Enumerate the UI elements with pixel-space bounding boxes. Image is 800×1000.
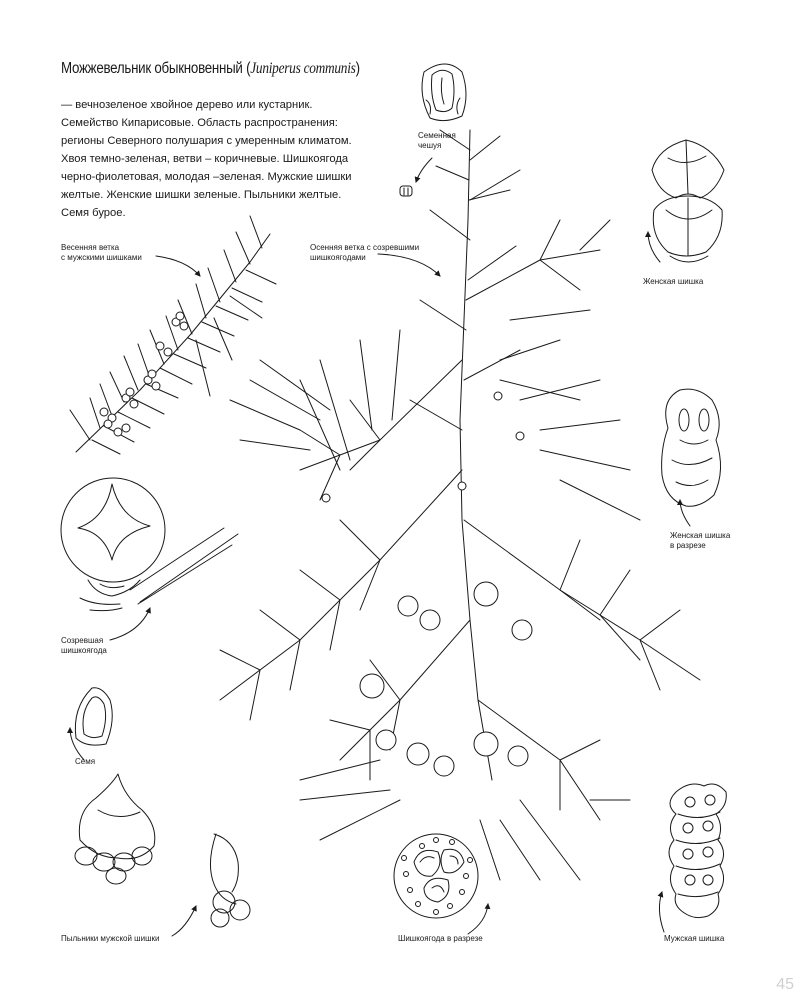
label-line: Созревшая [61,636,104,645]
male-cone-drawing [669,784,726,918]
label-line: Весенняя ветка [61,243,120,252]
female-cone-drawing [652,140,724,262]
label-spring-branch [61,243,142,263]
ripe-berry-drawing [61,478,238,611]
label-ripe-berry [61,636,107,656]
label-seed-scale [418,131,456,151]
common-name: Можжевельник обыкновенный [61,60,243,77]
anthers-drawing [75,774,250,927]
label-line: чешуя [418,141,442,150]
label-line: шишкоягодами [310,253,366,262]
label-seed: Семя [75,757,96,766]
autumn-branch-drawing [220,130,700,880]
description-line: Семейство Кипарисовые. Область распространения: [61,117,338,129]
description-line: — вечнозеленое хвойное дерево или кустарник. [61,99,313,111]
label-male-cone: Мужская шишка [664,934,725,943]
label-female-cone-section [670,531,730,551]
description-line: Хвоя темно-зеленая, ветви – коричневые. Шишкоягода [61,153,349,165]
berry-section-drawing [394,834,478,918]
label-line: Женская шишка [670,531,731,540]
female-cone-section-drawing [662,389,721,506]
page-number: 45 [776,976,794,993]
label-line: Осенняя ветка с созревшими [310,243,420,252]
seed-drawing [75,688,112,745]
label-line: в разрезе [670,541,706,550]
label-anthers: Пыльники мужской шишки [61,934,160,943]
description [61,96,371,222]
description-line: желтые. Женские шишки зеленые. Пыльники желтые. [61,189,342,201]
description-line: Семя бурое. [61,207,126,219]
description-line: регионы Северного полушария с умеренным климатом. [61,135,352,147]
latin-name-open-paren: ( [246,60,251,77]
page-title [61,60,360,78]
seed-scale-drawing [400,64,466,196]
label-line: с мужскими шишками [61,253,142,262]
label-line: шишкоягода [61,646,107,655]
label-line: Семенная [418,131,456,140]
description-line: черно-фиолетовая, молодая –зеленая. Мужские шишки [61,171,352,183]
label-autumn-branch [310,243,419,263]
latin-name: Juniperus communis [250,60,356,77]
label-leaders [70,158,690,936]
label-berry-section: Шишкоягода в разрезе [398,934,483,943]
label-female-cone: Женская шишка [643,277,704,286]
latin-name-close-paren: ) [355,60,360,77]
